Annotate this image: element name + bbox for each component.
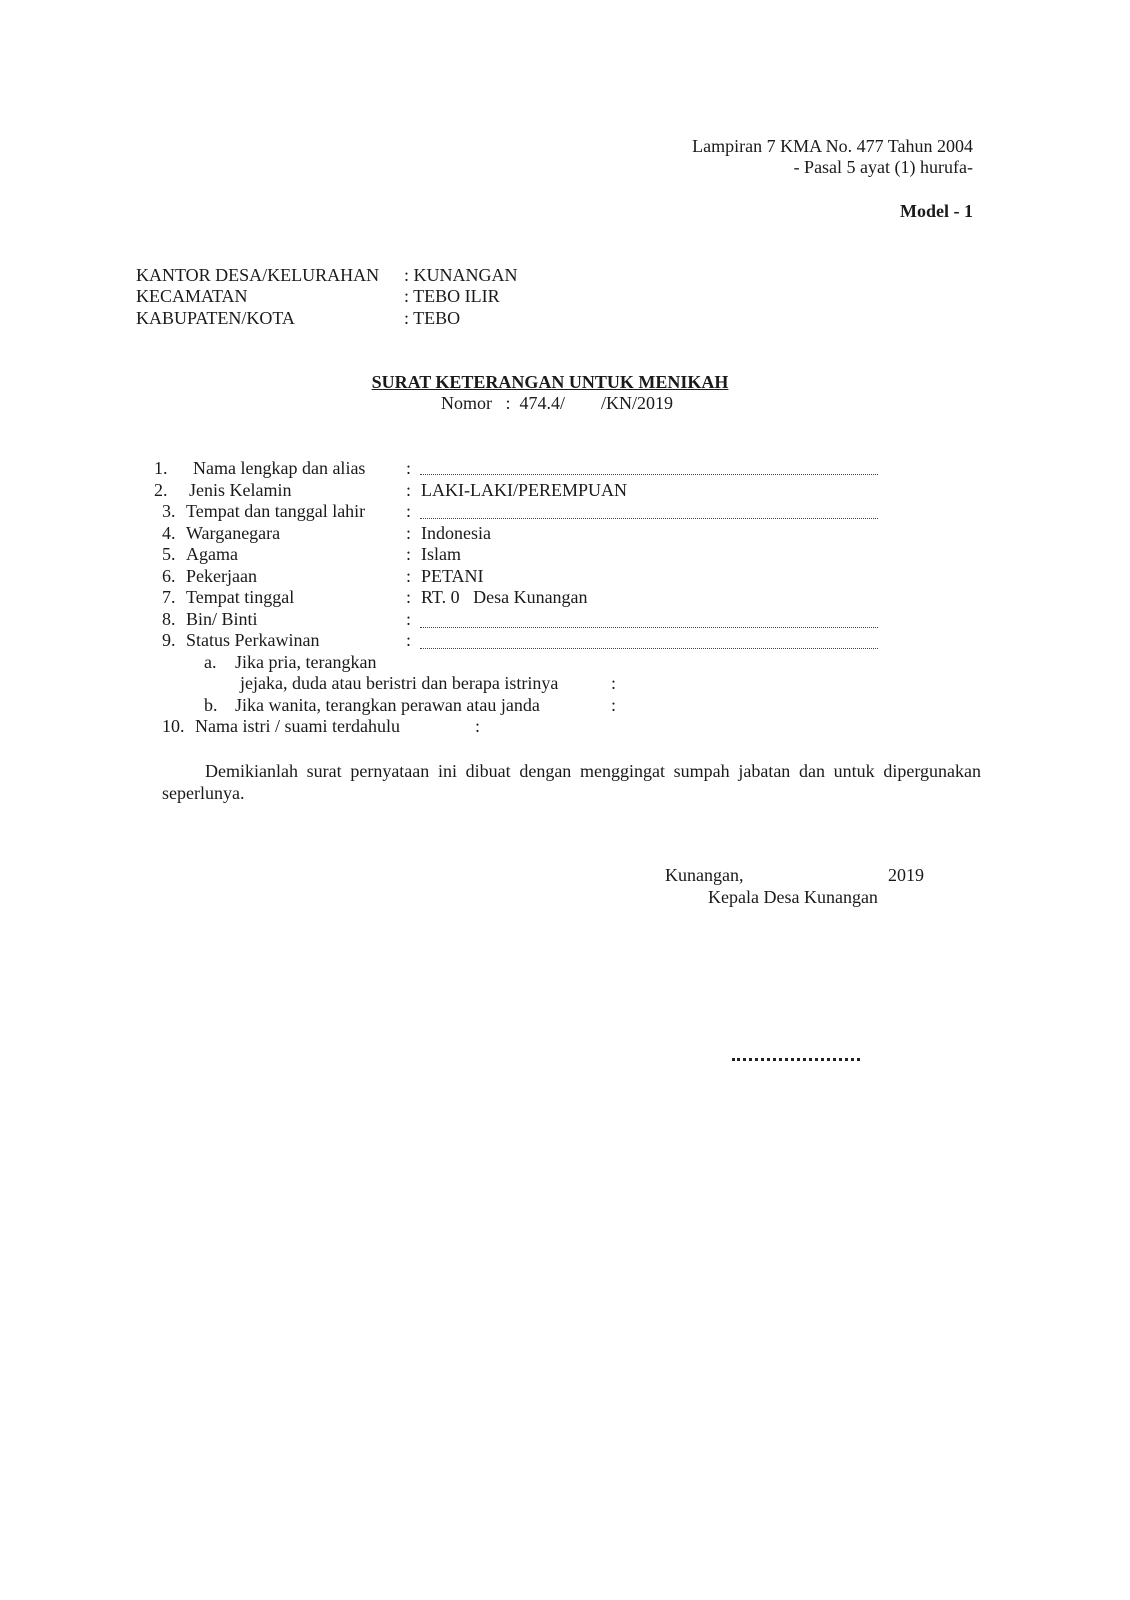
signature-role: Kepala Desa Kunangan xyxy=(708,887,878,907)
field-9-blank-line xyxy=(420,648,878,649)
field-7-label: Tempat tinggal xyxy=(186,587,295,607)
field-5-colon: : xyxy=(406,544,412,564)
document-title: SURAT KETERANGAN UNTUK MENIKAH xyxy=(371,372,729,392)
status-a-line2: jejaka, duda atau beristri dan berapa istrinya xyxy=(240,673,559,693)
header-model: Model - 1 xyxy=(900,201,973,221)
field-2-label: Jenis Kelamin xyxy=(189,480,292,500)
field-8-colon: : xyxy=(406,609,412,629)
field-9-colon: : xyxy=(406,630,412,650)
field-2-colon: : xyxy=(406,480,412,500)
field-8-blank-line xyxy=(420,627,878,628)
field-6-label: Pekerjaan xyxy=(186,566,257,586)
field-5-number: 5. xyxy=(162,544,176,564)
status-a-line1: Jika pria, terangkan xyxy=(235,652,377,672)
field-6-value: PETANI xyxy=(421,566,484,586)
signature-place: Kunangan, xyxy=(665,865,744,885)
field-3-blank-line xyxy=(420,518,878,519)
closing-line-1: Demikianlah surat pernyataan ini dibuat dengan menggingat sumpah jabatan dan untuk dipergunakan xyxy=(205,761,981,781)
field-5-label: Agama xyxy=(186,544,238,564)
field-3-label: Tempat dan tanggal lahir xyxy=(186,501,366,521)
office-value-kabupaten: : TEBO xyxy=(404,308,461,328)
field-9-label: Status Perkawinan xyxy=(186,630,320,650)
closing-line-2: seperlunya. xyxy=(162,783,245,803)
field-2-number: 2. xyxy=(154,480,168,500)
field-4-colon: : xyxy=(406,523,412,543)
field-7-number: 7. xyxy=(162,587,176,607)
field-4-label: Warganegara xyxy=(186,523,281,543)
field-2-value: LAKI-LAKI/PEREMPUAN xyxy=(421,480,627,500)
status-a-letter: a. xyxy=(204,652,217,672)
field-1-blank-line xyxy=(420,474,878,475)
field-4-number: 4. xyxy=(162,523,176,543)
field-10-colon: : xyxy=(475,716,481,736)
status-b-letter: b. xyxy=(204,695,218,715)
office-value-kecamatan: : TEBO ILIR xyxy=(404,286,500,306)
status-a-colon: : xyxy=(611,673,617,693)
document-number: Nomor : 474.4/ /KN/2019 xyxy=(441,393,673,413)
field-8-label: Bin/ Binti xyxy=(186,609,258,629)
field-6-number: 6. xyxy=(162,566,176,586)
field-3-number: 3. xyxy=(162,501,176,521)
header-pasal: - Pasal 5 ayat (1) hurufa- xyxy=(793,157,973,177)
field-9-number: 9. xyxy=(162,630,176,650)
status-b-line: Jika wanita, terangkan perawan atau janda xyxy=(235,695,540,715)
field-5-value: Islam xyxy=(421,544,461,564)
field-1-label: Nama lengkap dan alias xyxy=(193,458,366,478)
office-label-kabupaten: KABUPATEN/KOTA xyxy=(136,308,295,328)
field-8-number: 8. xyxy=(162,609,176,629)
field-4-value: Indonesia xyxy=(421,523,491,543)
header-lampiran: Lampiran 7 KMA No. 477 Tahun 2004 xyxy=(692,136,973,156)
field-6-colon: : xyxy=(406,566,412,586)
office-label-desa: KANTOR DESA/KELURAHAN xyxy=(136,265,380,285)
signature-name-line xyxy=(732,1058,860,1061)
field-7-colon: : xyxy=(406,587,412,607)
office-value-desa: : KUNANGAN xyxy=(404,265,518,285)
field-1-colon: : xyxy=(406,458,412,478)
field-3-colon: : xyxy=(406,501,412,521)
field-10-number: 10. xyxy=(162,716,185,736)
field-10-label: Nama istri / suami terdahulu xyxy=(195,716,400,736)
field-1-number: 1. xyxy=(154,458,168,478)
status-b-colon: : xyxy=(611,695,617,715)
office-label-kecamatan: KECAMATAN xyxy=(136,286,248,306)
signature-year: 2019 xyxy=(888,865,924,885)
field-7-value: RT. 0 Desa Kunangan xyxy=(421,587,588,607)
